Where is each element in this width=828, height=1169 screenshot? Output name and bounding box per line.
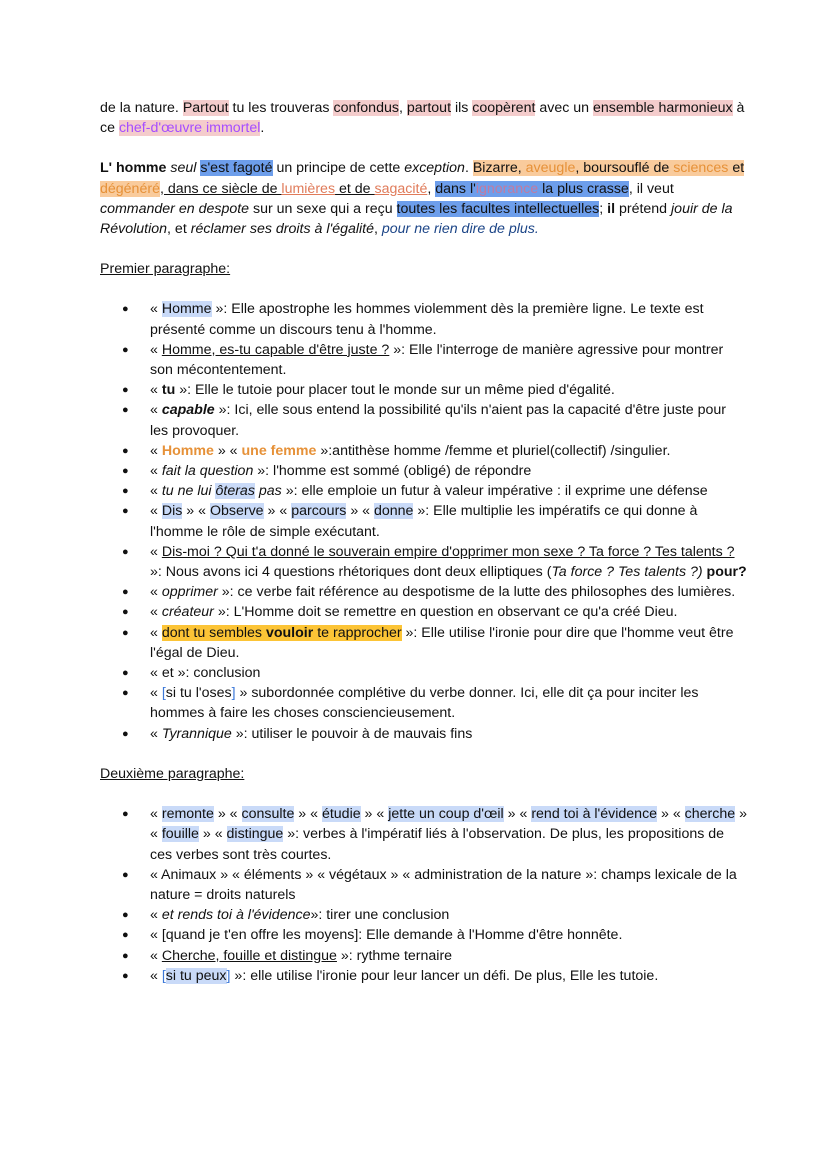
list-item: ● « Homme, es-tu capable d'être juste ? »: Elle l'interroge de manière agressive pour montrer son mécontentement. [100, 340, 748, 380]
intro-paragraph-1: de la nature. Partout tu les trouveras confondus, partout ils coopèrent avec un ensemble harmonieux à ce chef-d'œuvre immortel. [100, 100, 745, 137]
list-item: ● « remonte » « consulte » « étudie » « jette un coup d'œil » « rend toi à l'évidence » « cherche » « fouille » « distingue »: verbes à l'impératif liés à l'observation. De plus, les propositions de ces verbes sont très courtes. [100, 804, 748, 865]
list-item: ● « fait la question »: l'homme est sommé (obligé) de répondre [100, 461, 748, 481]
list-item: ● « Dis » « Observe » « parcours » « donne »: Elle multiplie les impératifs ce qui donne à l'homme le rôle de simple exécutant. [100, 501, 748, 541]
section-1-list [100, 299, 748, 743]
list-item: ● « tu ne lui ôteras pas »: elle emploie un futur à valeur impérative : il exprime une défense [100, 481, 748, 501]
section-1-heading: Premier paragraphe: [100, 261, 231, 278]
list-item: ● « tu »: Elle le tutoie pour placer tout le monde sur un même pied d'égalité. [100, 380, 748, 400]
list-item: ● « Homme » « une femme »:antithèse homme /femme et pluriel(collectif) /singulier. [100, 441, 748, 461]
list-item: ● « opprimer »: ce verbe fait référence au despotisme de la lutte des philosophes des lumières. [100, 582, 748, 602]
list-item: ● « Animaux » « éléments » « végétaux » « administration de la nature »: champs lexicale de la nature = droits naturels [100, 865, 748, 905]
list-item: ● « et »: conclusion [100, 663, 748, 683]
list-item: ● « [si tu l'oses] » subordonnée complétive du verbe donner. Ici, elle dit ça pour inciter les hommes à faire les choses consciencieusement. [100, 683, 748, 723]
section-2-heading: Deuxième paragraphe: [100, 765, 245, 782]
list-item: ● « dont tu sembles vouloir te rapprocher »: Elle utilise l'ironie pour dire que l'homme veut être l'égal de Dieu. [100, 623, 748, 663]
list-item: ● « Dis-moi ? Qui t'a donné le souverain empire d'opprimer mon sexe ? Ta force ? Tes talents ? »: Nous avons ici 4 questions rhétoriques dont deux elliptiques (Ta force ? Tes talents ?) pour? [100, 542, 748, 582]
list-item: ● « Cherche, fouille et distingue »: rythme ternaire [100, 946, 748, 966]
section-2-list [100, 804, 748, 986]
list-item: ● « et rends toi à l'évidence»: tirer une conclusion [100, 905, 748, 925]
list-item: ● « Homme »: Elle apostrophe les hommes violemment dès la première ligne. Le texte est présenté comme un discours tenu à l'homme. [100, 299, 748, 339]
list-item: ● « créateur »: L'Homme doit se remettre en question en observant ce qu'a créé Dieu. [100, 602, 748, 622]
list-item: ● « [si tu peux] »: elle utilise l'ironie pour leur lancer un défi. De plus, Elle les tutoie. [100, 966, 748, 986]
intro-paragraph-2: L' homme seul s'est fagoté un principe de cette exception. Bizarre, aveugle, boursouflé de sciences et dégénéré, dans ce siècle de lumières et de sagacité, dans l'ignorance la plus crasse, il veut commander en despote sur un sexe qui a reçu toutes les facultes intellectuelles; il prétend jouir de la Révolution, et réclamer ses droits à l'égalité, pour ne rien dire de plus. [100, 160, 745, 238]
list-item: ● « Tyrannique »: utiliser le pouvoir à de mauvais fins [100, 724, 748, 744]
list-item: ● « [quand je t'en offre les moyens]: Elle demande à l'Homme d'être honnête. [100, 925, 748, 945]
list-item: ● « capable »: Ici, elle sous entend la possibilité qu'ils n'aient pas la capacité d'être juste pour les provoquer. [100, 400, 748, 440]
